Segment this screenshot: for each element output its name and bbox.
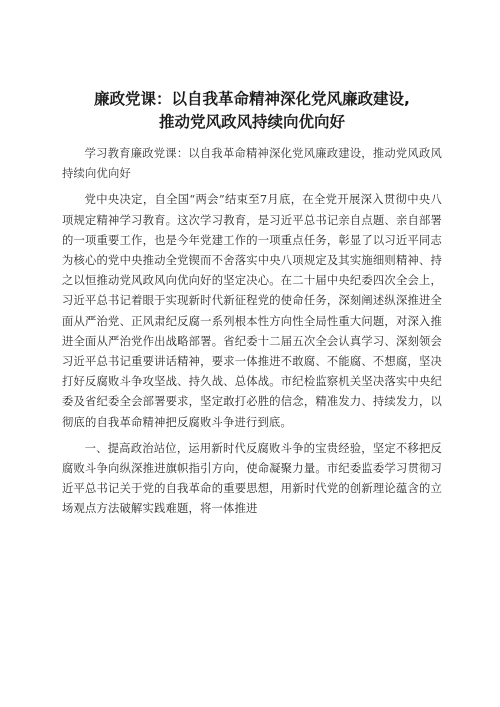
summary-paragraph: 学习教育廉政党课：以自我革命精神深化党风廉政建设，推动党风政风持续向优向好 [62, 147, 442, 181]
title-line-1: 廉政党课：以自我革命精神深化党风廉政建设, [94, 90, 410, 108]
body-paragraph-2: 一、提高政治站位，运用新时代反腐败斗争的宝贵经验，坚定不移把反腐败斗争向纵深推进旗帜指引方向，使命凝聚力量。市纪委监委学习贯彻习近平总书记关于党的自我革命的重要思想，用新时代党的创新理论蕴含的立场观点方法破解实践难题，将一体推进 [62, 441, 442, 516]
document-title [62, 88, 442, 134]
title-line-2: 推动党风政风持续向优向好 [158, 113, 345, 131]
body-paragraph-1: 党中央决定，自全国“两会”结束至7月底，在全党开展深入贯彻中央八项规定精神学习教育。这次学习教育，是习近平总书记亲自点题、亲自部署的一项重要工作，也是今年党建工作的一项重点任务，彰显了以习近平同志为核心的党中央推动全党锲而不舍落实中央八项规定及其实施细则精神、持之以恒推动党风政风向优向好的坚定决心。在二十届中央纪委四次全会上，习近平总书记着眼于实现新时代新征程党的使命任务，深刻阐述纵深推进全面从严治党、正风肃纪反腐一系列根本性方向性全局性重大问题，对深入推进全面从严治党作出战略部署。省纪委十二届五次全会认真学习、深刻领会习近平总书记重要讲话精神，要求一体推进不敢腐、不能腐、不想腐，坚决打好反腐败斗争攻坚战、持久战、总体战。市纪检监察机关坚决落实中央纪委及省纪委全会部署要求，坚定敢打必胜的信念，精准发力、持续发力，以彻底的自我革命精神把反腐败斗争进行到底。 [62, 193, 442, 429]
